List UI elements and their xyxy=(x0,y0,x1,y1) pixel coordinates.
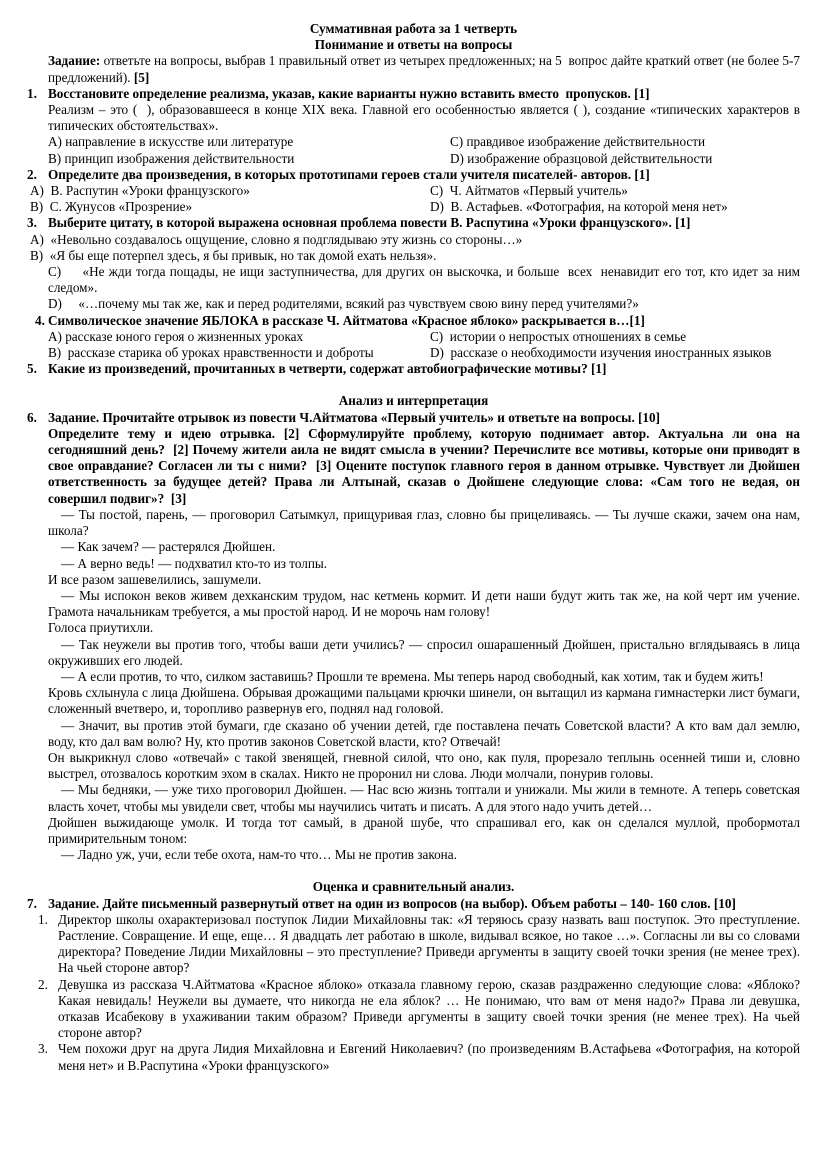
question-4-options-row-1 xyxy=(48,329,800,345)
item-number: 2. xyxy=(38,976,48,992)
question-number: 6. xyxy=(27,409,37,425)
item-number: 1. xyxy=(38,911,48,927)
option-c: С) Ч. Айтматов «Первый учитель» xyxy=(430,183,628,199)
question-4-options-row-2 xyxy=(48,345,800,361)
question-title: Символическое значение ЯБЛОКА в рассказе Ч. Айтматова «Красное яблоко» раскрывается в…[1] xyxy=(48,312,645,328)
question-3-title-row xyxy=(27,215,800,231)
intro-label: Задание: xyxy=(48,53,101,69)
option-c: С) правдивое изображение действительности xyxy=(450,134,706,150)
passage-paragraph: — А верно ведь! — подхватил кто-то из толпы. xyxy=(61,555,328,571)
question-3 xyxy=(27,215,800,312)
question-4-title-row xyxy=(27,313,800,329)
section-heading-analysis: Анализ и интерпретация xyxy=(338,393,489,409)
question-title: Восстановите определение реализма, указав, какие варианты нужно вставить вместо пропусков. [1] xyxy=(48,85,650,101)
question-7-title-row xyxy=(27,896,800,912)
item-text: Девушка из рассказа Ч.Айтматова «Красное яблоко» отказала главному герою, сказав раздраженно следующие слова: «Яблоко? Какая невидаль! Неужели вы думаете, что никогда не ела яблок? … Не понимаю, что вам от меня надо?» Права ли девушка, отказав Исабекову в ухаживании таким образом? Приведи аргументы в защиту своей точки зрения (не менее трех). На чьей стороне автор? xyxy=(58,976,800,1041)
question-1-options-row-1 xyxy=(48,134,800,150)
question-title: Задание. Прочитайте отрывок из повести Ч.Айтматова «Первый учитель» и ответьте на вопросы. [10] xyxy=(48,409,661,425)
option-b: В) принцип изображения действительности xyxy=(48,150,295,166)
question-number: 1. xyxy=(27,85,37,101)
passage-paragraph: Дюйшен выжидающе умолк. И тогда тот самый, в драной шубе, что спрашивал его, как он сделался муллой, пробормотал примирительным тоном: xyxy=(48,814,800,846)
question-number: 5. xyxy=(27,361,37,377)
passage-paragraph: — Как зачем? — растерялся Дюйшен. xyxy=(61,539,276,555)
question-2-options-row-2 xyxy=(30,199,800,215)
passage-paragraph: И все разом зашевелились, зашумели. xyxy=(48,571,262,587)
question-number: 3. xyxy=(27,215,37,231)
section-heading-evaluation: Оценка и сравнительный анализ. xyxy=(312,879,515,895)
item-text: Директор школы охарактеризовал поступок Лидии Михайловны так: «Я теряюсь сразу назвать ваш поступок. Это преступление. Растление. Совращение. И еще, еще… Я двадцать лет работаю в школе, видывал всякое, но такое …». Согласны ли вы со словами директора? Поведение Лидии Михайловны – это преступление? Приведи аргументы в защиту своей точки зрения (не менее трех). На чьей стороне автор? xyxy=(58,911,800,976)
document-title: Суммативная работа за 1 четверть xyxy=(309,21,518,36)
question-title: Определите два произведения, в которых прототипами героев стали учителя писателей- авторов. [1] xyxy=(48,166,650,182)
essay-option-3 xyxy=(38,1041,800,1073)
question-4 xyxy=(27,313,800,362)
option-a: А) В. Распутин «Уроки французского» xyxy=(30,183,250,199)
question-1-options-row-2 xyxy=(48,151,800,167)
item-number: 3. xyxy=(38,1041,48,1057)
section-spacer xyxy=(27,863,800,879)
question-2-options-row-1 xyxy=(30,183,800,199)
intro-text: ответьте на вопросы, выбрав 1 правильный ответ из четырех предложенных; на 5 вопрос дайте краткий ответ (не более 5-7 предложений). xyxy=(48,53,800,85)
question-title: Выберите цитату, в которой выражена основная проблема повести В. Распутина «Уроки французского». [1] xyxy=(48,215,691,231)
option-c: С) истории о непростых отношениях в семье xyxy=(430,328,687,344)
option-b: В) С. Жунусов «Прозрение» xyxy=(30,199,193,215)
question-1-body: Реализм – это ( ), образовавшееся в конце XIX века. Главной его особенностью является ( ), создание «типических характеров в типических обстоятельствах». xyxy=(48,102,800,134)
question-title: Какие из произведений, прочитанных в четверти, содержат автобиографические мотивы? [1] xyxy=(48,361,607,377)
essay-option-1 xyxy=(38,912,800,977)
option-d: D) В. Астафьев. «Фотография, на которой меня нет» xyxy=(430,199,728,215)
question-number: 2. xyxy=(27,166,37,182)
passage-paragraph: — Ладно уж, учи, если тебе охота, нам-то что… Мы не против закона. xyxy=(61,847,457,863)
question-1 xyxy=(27,86,800,167)
question-5 xyxy=(27,361,800,377)
passage-paragraph: Он выкрикнул слово «отвечай» с такой звенящей, гневной силой, что оно, как пуля, прорезало теплынь осенней тиши и, словно выстрел, отозвалось коротким эхом в скалах. Никто не проронил ни слова. Люди молчали, понурив головы. xyxy=(48,749,800,782)
intro-score: [5] xyxy=(133,69,150,85)
essay-option-2 xyxy=(38,977,800,1042)
intro-paragraph xyxy=(48,53,800,85)
option-a: А) рассказе юного героя о жизненных уроках xyxy=(48,328,304,344)
question-2 xyxy=(27,167,800,216)
passage-paragraph: — Ты постой, парень, — проговорил Сатымкул, прищуривая глаз, словно бы прицеливаясь. — Ты лучше скажи, зачем она нам, школа? xyxy=(48,506,800,539)
passage-paragraph: — Значит, вы против этой бумаги, где сказано об учении детей, где поставлена печать Советской власти? А кто вам дал землю, воду, кто дал вам волю? Ну, кто против законов Советской власти, кто? Отвечай! xyxy=(48,717,800,749)
question-7 xyxy=(27,896,800,1074)
passage-paragraph: — А если против, то что, силком заставишь? Прошли те времена. Мы теперь народ свободный, как хотим, так и будем жить! xyxy=(61,668,764,684)
option-b: В) рассказе старика об уроках нравственности и доброты xyxy=(48,345,374,361)
question-number: 4. xyxy=(35,312,45,328)
option-b: В) «Я бы еще потерпел здесь, я бы привык, но так домой ехать нельзя». xyxy=(30,247,437,263)
option-c: С) «Не жди тогда пощады, не ищи заступничества, для других он выскочка, и больше всех ненавидит его тот, кто идет за ним следом». xyxy=(48,264,800,296)
option-d: D) рассказе о необходимости изучения иностранных языков xyxy=(430,345,772,361)
document-subtitle: Понимание и ответы на вопросы xyxy=(314,37,513,53)
option-d: D) изображение образцовой действительности xyxy=(450,150,713,166)
question-title: Задание. Дайте письменный развернутый ответ на один из вопросов (на выбор). Объем работы – 140- 160 слов. [10] xyxy=(48,895,736,911)
question-6-details: Определите тему и идею отрывка. [2] Сформулируйте проблему, которую поднимает автор. Актуальна ли она на сегодняшний день? [2] Почему жители аила не видят смысла в учении? Перечислите все мотивы, которые они приводят в свое оправдание? Согласен ли ты с ними? [3] Оцените поступок главного героя в данном отрывке. Чувствует ли Дюйшен ответственность за будущее детей? Права ли Алтынай, сказав о Дюйшене следующие слова: «Сам того не ведая, он совершил подвиг»? [3] xyxy=(48,425,800,506)
reading-passage xyxy=(48,507,800,863)
question-1-title-row xyxy=(27,86,800,102)
passage-paragraph: — Мы бедняки, — уже тихо проговорил Дюйшен. — Нас всю жизнь топтали и унижали. Мы жили в темноте. А теперь советская власть хочет, чтобы мы увидели свет, чтобы мы научились читать и писать. А для этого надо учить детей… xyxy=(48,782,800,814)
passage-paragraph: — Мы испокон веков живем дехканским трудом, нас кетмень кормит. И дети наши будут жить так же, на кой черт им учение. Грамота начальникам требуется, а мы простой народ. И не морочь нам голову! xyxy=(48,587,800,620)
option-a: А) направление в искусстве или литературе xyxy=(48,134,294,150)
question-6-title-row xyxy=(27,410,800,426)
passage-paragraph: Голоса приутихли. xyxy=(48,620,154,636)
option-a: А) «Невольно создавалось ощущение, словно я подглядываю эту жизнь со стороны…» xyxy=(30,231,523,247)
section-spacer xyxy=(27,377,800,393)
question-6 xyxy=(27,410,800,864)
passage-paragraph: Кровь схлынула с лица Дюйшена. Обрывая дрожащими пальцами крючки шинели, он вытащил из кармана гимнастерки лист бумаги, сложенный вчетверо, и, торопливо развернув его, поднял над головой. xyxy=(48,685,801,717)
item-text: Чем похожи друг на друга Лидия Михайловна и Евгений Николаевич? (по произведениям В.Астафьева «Фотография, на которой меня нет» и В.Распутина «Уроки французского» xyxy=(58,1041,800,1073)
question-number: 7. xyxy=(27,895,37,911)
passage-paragraph: — Так неужели вы против того, чтобы ваши дети учились? — спросил ошарашенный Дюйшен, пристально вглядываясь в лица окруживших его людей. xyxy=(48,636,800,668)
question-2-title-row xyxy=(27,167,800,183)
option-d: D) «…почему мы так же, как и перед родителями, всякий раз чувствуем свою вину перед учителями?» xyxy=(48,296,639,312)
